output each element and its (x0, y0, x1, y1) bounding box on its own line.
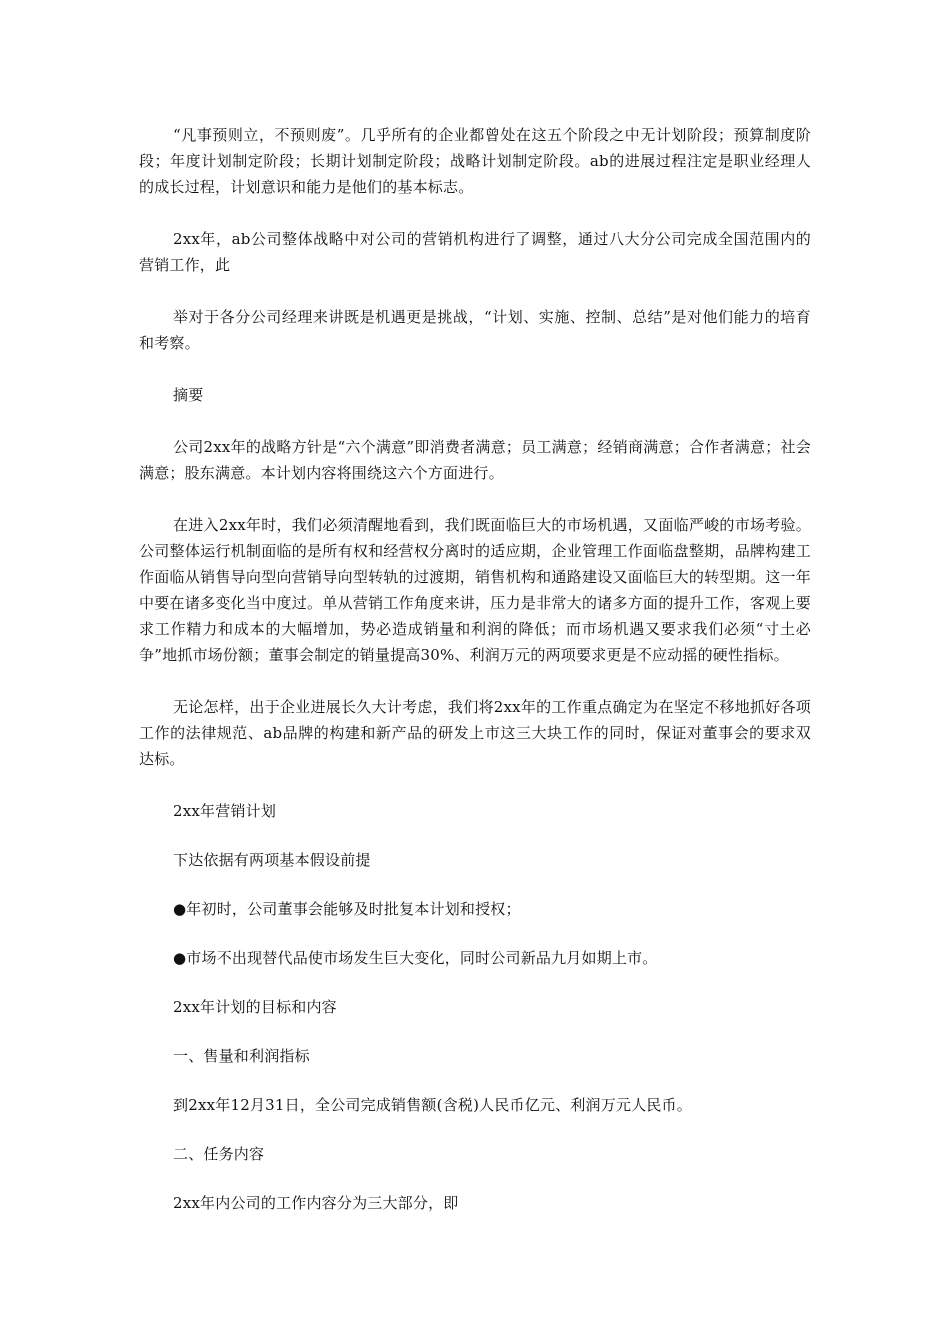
bullet-assumption-1: ●年初时，公司董事会能够及时批复本计划和授权； (173, 900, 521, 918)
paragraph-six-satisfactions: 公司2xx年的战略方针是“六个满意”即消费者满意；员工满意；经销商满意；合作者满意；社会满意；股东满意。本计划内容将围绕这六个方面进行。 (139, 438, 811, 482)
paragraph-challenge: 举对于各分公司经理来讲既是机遇更是挑战，“计划、实施、控制、总结”是对他们能力的培育和考察。 (139, 308, 811, 352)
paragraph-assumptions: 下达依据有两项基本假设前提 (173, 851, 371, 869)
paragraph-strategy-adjustment: 2xx年，ab公司整体战略中对公司的营销机构进行了调整，通过八大分公司完成全国范围内的营销工作，此 (139, 230, 811, 274)
paragraph-intro: “凡事预则立，不预则废”。几乎所有的企业都曾处在这五个阶段之中无计划阶段；预算制度阶段；年度计划制定阶段；长期计划制定阶段；战略计划制定阶段。ab的进展过程注定是职业经理人的成长过程，计划意识和能力是他们的基本标志。 (139, 126, 811, 196)
paragraph-market-situation: 在进入2xx年时，我们必须清醒地看到，我们既面临巨大的市场机遇，又面临严峻的市场考验。公司整体运行机制面临的是所有权和经营权分离时的适应期，企业管理工作面临盘整期，品牌构建工作面临从销售导向型向营销导向型转轨的过渡期，销售机构和通路建设又面临巨大的转型期。这一年中要在诸多变化当中度过。单从营销工作角度来讲，压力是非常大的诸多方面的提升工作，客观上要求工作精力和成本的大幅增加，势必造成销量和利润的降低；而市场机遇又要求我们必须“寸土必争”地抓市场份额；董事会制定的销量提高30%、利润万元的两项要求更是不应动摇的硬性指标。 (139, 516, 811, 664)
heading-summary: 摘要 (173, 386, 204, 404)
heading-plan-goals: 2xx年计划的目标和内容 (173, 998, 337, 1016)
paragraph-work-focus: 无论怎样，出于企业进展长久大计考虑，我们将2xx年的工作重点确定为在坚定不移地抓好各项工作的法律规范、ab品牌的构建和新产品的研发上市这三大块工作的同时，保证对董事会的要求双达标。 (139, 698, 811, 768)
paragraph-sales-target: 到2xx年12月31日，全公司完成销售额(含税)人民币亿元、利润万元人民币。 (173, 1096, 692, 1114)
heading-marketing-plan: 2xx年营销计划 (173, 802, 277, 820)
heading-task-content: 二、任务内容 (173, 1145, 265, 1163)
heading-sales-profit: 一、售量和利润指标 (173, 1047, 310, 1065)
bullet-assumption-2: ●市场不出现替代品使市场发生巨大变化，同时公司新品九月如期上市。 (173, 949, 658, 967)
paragraph-task-parts: 2xx年内公司的工作内容分为三大部分，即 (173, 1194, 459, 1212)
document-body (139, 122, 811, 1239)
